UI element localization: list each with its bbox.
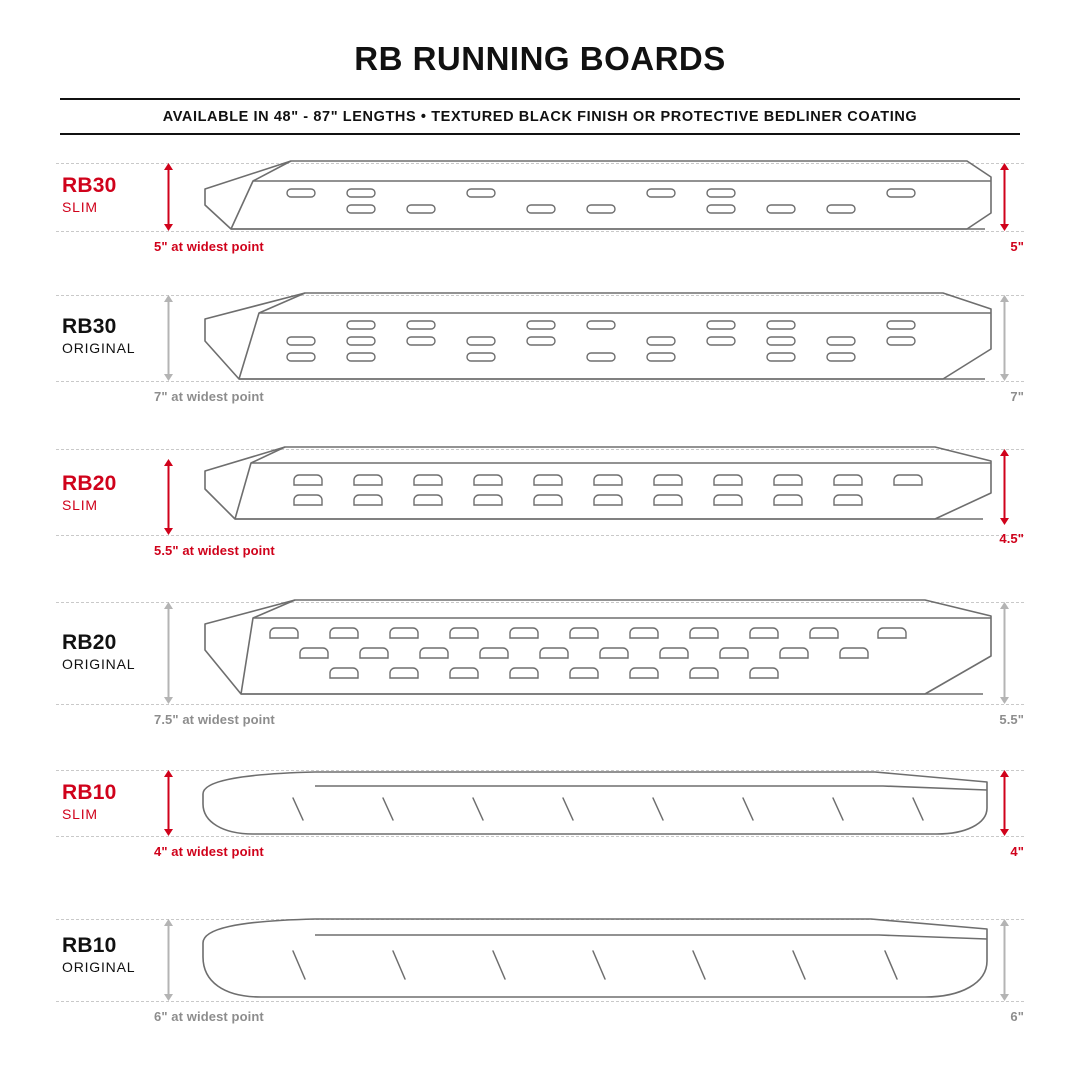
row-label-rb30-slim xyxy=(62,175,162,216)
header-divider-bottom xyxy=(60,133,1020,135)
board-row-rb10-slim xyxy=(0,760,1080,905)
board-illustration-rb30-slim xyxy=(195,155,995,241)
width-caption: 7" at widest point xyxy=(154,389,264,404)
height-caption: 4" xyxy=(1010,844,1024,859)
row-label-rb30-original xyxy=(62,316,162,357)
board-row-rb10-original xyxy=(0,905,1080,1055)
variant-name: SLIM xyxy=(62,199,98,216)
variant-name: SLIM xyxy=(62,497,98,514)
board-row-rb20-original xyxy=(0,590,1080,760)
double-arrow-icon xyxy=(163,919,174,1001)
row-label-rb10-original xyxy=(62,935,162,976)
double-arrow-icon xyxy=(999,295,1010,381)
width-caption: 6" at widest point xyxy=(154,1009,264,1024)
height-caption: 4.5" xyxy=(999,531,1024,546)
double-arrow-icon xyxy=(999,163,1010,231)
board-illustration-rb30-original xyxy=(195,287,995,391)
board-illustration-rb20-slim xyxy=(195,441,995,539)
height-caption: 6" xyxy=(1010,1009,1024,1024)
board-row-rb30-original xyxy=(0,283,1080,435)
double-arrow-icon xyxy=(999,770,1010,836)
width-caption: 5.5" at widest point xyxy=(154,543,275,558)
model-name: RB10 xyxy=(62,781,117,804)
model-name: RB10 xyxy=(62,934,117,957)
width-caption: 5" at widest point xyxy=(154,239,264,254)
double-arrow-icon xyxy=(999,449,1010,525)
variant-name: ORIGINAL xyxy=(62,340,136,357)
model-name: RB20 xyxy=(62,472,117,495)
model-name: RB30 xyxy=(62,174,117,197)
row-label-rb10-slim xyxy=(62,782,162,823)
board-rows xyxy=(0,153,1080,1055)
page-title: RB RUNNING BOARDS xyxy=(354,40,726,77)
double-arrow-icon xyxy=(999,602,1010,704)
board-illustration-rb10-original xyxy=(195,911,995,1007)
double-arrow-icon xyxy=(163,602,174,704)
header-subtitle: AVAILABLE IN 48" - 87" LENGTHS • TEXTURED BLACK FINISH OR PROTECTIVE BEDLINER COATING xyxy=(162,109,918,125)
board-illustration-rb20-original xyxy=(195,594,995,710)
double-arrow-icon xyxy=(163,295,174,381)
model-name: RB30 xyxy=(62,315,117,338)
variant-name: SLIM xyxy=(62,806,98,823)
variant-name: ORIGINAL xyxy=(62,959,136,976)
height-caption: 5" xyxy=(1010,239,1024,254)
board-row-rb20-slim xyxy=(0,435,1080,590)
header xyxy=(0,0,1080,135)
double-arrow-icon xyxy=(163,163,174,231)
double-arrow-icon xyxy=(163,459,174,535)
height-caption: 7" xyxy=(1010,389,1024,404)
height-caption: 5.5" xyxy=(999,712,1024,727)
row-label-rb20-original xyxy=(62,632,162,673)
width-caption: 7.5" at widest point xyxy=(154,712,275,727)
double-arrow-icon xyxy=(999,919,1010,1001)
width-caption: 4" at widest point xyxy=(154,844,264,859)
double-arrow-icon xyxy=(163,770,174,836)
board-row-rb30-slim xyxy=(0,153,1080,283)
model-name: RB20 xyxy=(62,631,117,654)
board-illustration-rb10-slim xyxy=(195,764,995,844)
variant-name: ORIGINAL xyxy=(62,656,136,673)
row-label-rb20-slim xyxy=(62,473,162,514)
